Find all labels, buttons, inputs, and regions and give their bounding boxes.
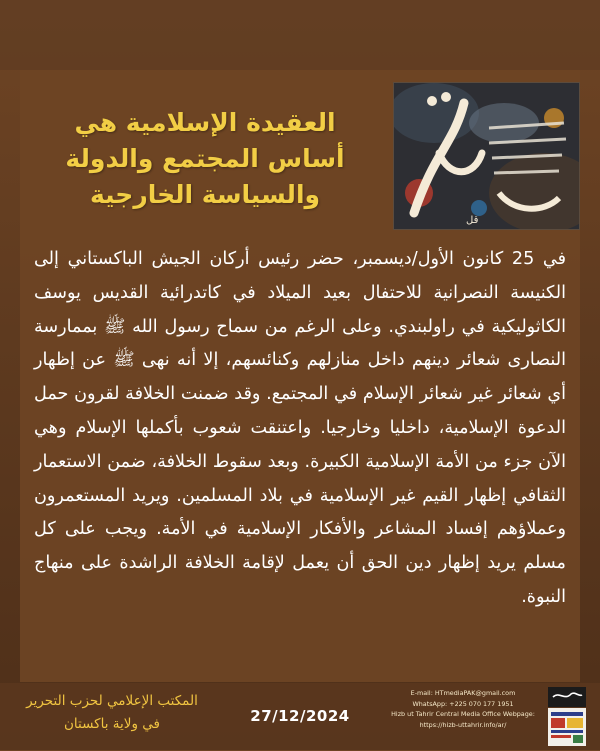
contact-email[interactable]: E-mail: HTmediaPAK@gmail.com [410, 689, 516, 697]
publication-date: 27/12/2024 [250, 707, 350, 725]
headline-line-2: أساس المجتمع والدولة [65, 144, 345, 173]
media-office-line-1: المكتب الإعلامي لحزب التحرير [26, 693, 198, 709]
contact-whatsapp[interactable]: WhatsApp: +225 070 177 1951 [412, 699, 514, 708]
headline-line-1: العقيدة الإسلامية هي [74, 108, 336, 137]
contact-info [388, 688, 538, 730]
media-office-line-2: في ولاية باكستان [64, 716, 160, 732]
body-paragraph: في 25 كانون الأول/ديسمبر، حضر رئيس أركان الجيش الباكستاني إلى الكنيسة النصرانية للاحتفال بعيد الميلاد في كاتدرائية القديس يوسف الكاثوليكية في راولبندي. وعلى الرغم من سماح رسول الله ﷺ بممارسة النصارى شعائر دينهم داخل منازلهم وكنائسهم، إلا أنه نهى ﷺ عن إظهار أي شعائر غير شعائر الإسلام في المجتمع. وقد ضمنت الخلافة لقرون حمل الدعوة الإسلامية، داخليا وخارجيا. واعتنقت شعوب بأكملها الإسلام وهي الآن جزء من الأمة الإسلامية الكبيرة. وبعد سقوط الخلافة، ضمن الاستعمار الثقافي إظهار القيم غير الإسلامية في بلاد المسلمين. ويريد المستعمرون وعملاؤهم إفساد المشاعر والأفكار الإسلامية في الأمة. ويجب على كل مسلم يريد إظهار دين الحق أن يعمل لإقامة الخلافة الراشدة على منهاج النبوة. [34, 249, 567, 607]
calligraphy-artwork-graphic [394, 83, 579, 229]
header-band [0, 0, 600, 70]
headline-line-3: والسياسة الخارجية [89, 180, 321, 209]
artwork-text: قل [466, 215, 479, 226]
webpage-link[interactable]: https://hizb-uttahrir.info/ar/ [419, 720, 507, 729]
banner-logo-icon [545, 685, 589, 747]
media-office-name [12, 690, 212, 736]
webpage-label: Hizb ut Tahrir Central Media Office Webpage: [391, 710, 535, 718]
headline [60, 105, 350, 213]
calligraphy-artwork [393, 82, 580, 230]
organization-logo [545, 685, 589, 747]
